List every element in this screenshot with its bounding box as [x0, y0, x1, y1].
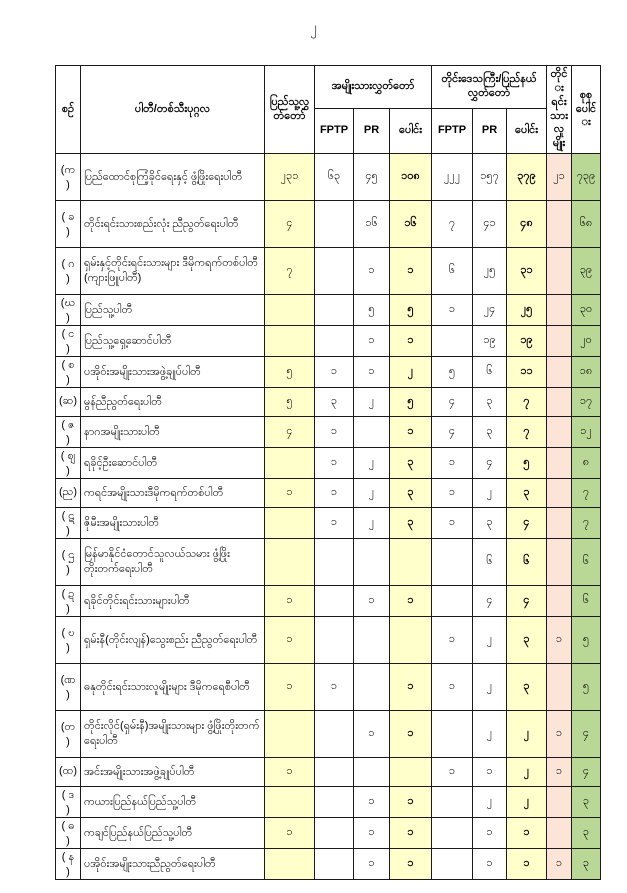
- cell-ethnic-seats: [547, 479, 572, 508]
- cell-ethnic-seats: ၂၁: [547, 154, 572, 201]
- cell-region-subtotal: ၆: [507, 539, 547, 586]
- cell-serial: ( ခ ): [56, 201, 81, 248]
- table-row: [56, 758, 601, 787]
- cell-region-fptp: ၁: [432, 448, 473, 479]
- cell-party-name: ပြည်သူ့ရှေ့ဆောင်ပါတီ: [81, 326, 265, 357]
- cell-region-pr: ၆: [473, 357, 507, 388]
- cell-serial: (ဏ): [56, 664, 81, 711]
- header-serial: စဉ်: [56, 66, 81, 154]
- cell-ethnic-seats: [547, 508, 572, 539]
- cell-region-fptp: ၅: [432, 357, 473, 388]
- cell-region-fptp: ၆: [432, 248, 473, 295]
- cell-serial: (တ): [56, 711, 81, 758]
- cell-serial: ( ဇ ): [56, 417, 81, 448]
- header-pyithu-hluttaw: ပြည်သူ့လွှတ်တော်: [265, 66, 315, 154]
- cell-grand-total: ၃: [572, 787, 601, 818]
- cell-amyotha-fptp: [315, 849, 354, 880]
- cell-grand-total: ၈: [572, 448, 601, 479]
- cell-ethnic-seats: [547, 326, 572, 357]
- cell-amyotha-pr: [354, 539, 390, 586]
- cell-serial: ( စ ): [56, 357, 81, 388]
- cell-region-pr: ၁: [473, 818, 507, 849]
- header-amyotha-subtotal: ပေါင်း: [390, 109, 432, 154]
- cell-ethnic-seats: [547, 201, 572, 248]
- cell-ethnic-seats: [547, 248, 572, 295]
- cell-region-pr: ၂: [473, 664, 507, 711]
- cell-party-name: ကချင်ပြည်နယ်ပြည်သူ့ပါတီ: [81, 818, 265, 849]
- cell-amyotha-subtotal: ၁၀၈: [390, 154, 432, 201]
- cell-ethnic-seats: [547, 388, 572, 417]
- header-grand-total: စုစုပေါင်း: [572, 66, 601, 154]
- cell-amyotha-pr: ၁: [354, 586, 390, 617]
- cell-serial: ( ဍ ): [56, 586, 81, 617]
- table-row: [56, 388, 601, 417]
- cell-ethnic-seats: [547, 448, 572, 479]
- cell-amyotha-fptp: [315, 326, 354, 357]
- cell-amyotha-subtotal: ၁: [390, 417, 432, 448]
- cell-amyotha-pr: ၁: [354, 357, 390, 388]
- cell-amyotha-subtotal: ၅: [390, 388, 432, 417]
- table-row: [56, 248, 601, 295]
- cell-party-name: ရှမ်းနီ(တိုင်းလျန်)သွေးစည်း ညီညွတ်ရေးပါတီ: [81, 617, 265, 664]
- cell-pyithu-seats: ၄: [265, 417, 315, 448]
- cell-grand-total: ၁၇: [572, 388, 601, 417]
- cell-region-subtotal: ၂၅: [507, 295, 547, 326]
- cell-amyotha-subtotal: [390, 617, 432, 664]
- cell-region-pr: ၃: [473, 417, 507, 448]
- cell-serial: (ထ): [56, 758, 81, 787]
- cell-serial: ( ဈ ): [56, 448, 81, 479]
- cell-amyotha-pr: ၁: [354, 787, 390, 818]
- cell-serial: ( ဋ ): [56, 508, 81, 539]
- cell-amyotha-pr: ၁၆: [354, 201, 390, 248]
- cell-grand-total: ၆: [572, 586, 601, 617]
- cell-region-fptp: [432, 849, 473, 880]
- cell-region-pr: ၁: [473, 758, 507, 787]
- cell-pyithu-seats: [265, 711, 315, 758]
- cell-ethnic-seats: [547, 539, 572, 586]
- table-row: [56, 818, 601, 849]
- cell-ethnic-seats: [547, 586, 572, 617]
- cell-pyithu-seats: ၄: [265, 201, 315, 248]
- cell-amyotha-subtotal: ၁: [390, 711, 432, 758]
- cell-region-subtotal: ၁: [507, 818, 547, 849]
- table-row: [56, 617, 601, 664]
- cell-region-pr: ၃: [473, 508, 507, 539]
- table-row: [56, 154, 601, 201]
- cell-party-name: ရှမ်းနှင့်တိုင်းရင်းသားများ ဒီမိုကရက်တစ်ပါတီ (ကျားဖြူပါတီ): [81, 248, 265, 295]
- cell-region-fptp: ၁: [432, 617, 473, 664]
- table-row: [56, 357, 601, 388]
- table-row: [56, 787, 601, 818]
- cell-region-subtotal: ၄: [507, 586, 547, 617]
- cell-party-name: ကယားပြည်နယ်ပြည်သူ့ပါတီ: [81, 787, 265, 818]
- table-row: [56, 508, 601, 539]
- table-header: [56, 66, 601, 154]
- cell-ethnic-seats: [547, 818, 572, 849]
- table-row: [56, 479, 601, 508]
- cell-amyotha-pr: ၄၅: [354, 154, 390, 201]
- header-region-fptp: FPTP: [432, 109, 473, 154]
- cell-region-subtotal: ၃: [507, 479, 547, 508]
- cell-amyotha-fptp: [315, 711, 354, 758]
- cell-region-pr: ၄: [473, 448, 507, 479]
- cell-region-subtotal: ၇: [507, 388, 547, 417]
- cell-party-name: ပအိုဝ်းအမျိုးသားညီညွတ်ရေးပါတီ: [81, 849, 265, 880]
- cell-party-name: တိုင်းလိုင်(ရှမ်းနီ)အမျိုးသားများ ဖွံ့ဖြိုးတိုးတက်ရေးပါတီ: [81, 711, 265, 758]
- header-party: ပါတီ/တစ်သီးပုဂ္ဂလ: [81, 66, 265, 154]
- cell-pyithu-seats: ၇: [265, 248, 315, 295]
- cell-amyotha-pr: [354, 758, 390, 787]
- cell-grand-total: ၃: [572, 818, 601, 849]
- cell-amyotha-pr: [354, 664, 390, 711]
- cell-amyotha-pr: ၂: [354, 388, 390, 417]
- cell-serial: ( ဎ ): [56, 617, 81, 664]
- cell-amyotha-subtotal: ၁: [390, 787, 432, 818]
- cell-pyithu-seats: ၁: [265, 664, 315, 711]
- cell-region-fptp: [432, 539, 473, 586]
- cell-region-pr: ၂၄: [473, 295, 507, 326]
- cell-amyotha-subtotal: ၁: [390, 664, 432, 711]
- cell-pyithu-seats: ၅: [265, 357, 315, 388]
- cell-serial: (ဆ): [56, 388, 81, 417]
- cell-ethnic-seats: [547, 664, 572, 711]
- cell-grand-total: ၆: [572, 539, 601, 586]
- cell-grand-total: ၂၀: [572, 326, 601, 357]
- cell-amyotha-subtotal: ၁: [390, 326, 432, 357]
- cell-region-subtotal: ၃၁: [507, 248, 547, 295]
- cell-region-fptp: [432, 787, 473, 818]
- cell-grand-total: ၇၃၉: [572, 154, 601, 201]
- cell-region-fptp: ၁: [432, 758, 473, 787]
- cell-amyotha-fptp: [315, 201, 354, 248]
- cell-region-subtotal: ၄: [507, 508, 547, 539]
- cell-serial: (ည): [56, 479, 81, 508]
- cell-amyotha-pr: ၁: [354, 818, 390, 849]
- cell-amyotha-subtotal: [390, 539, 432, 586]
- cell-ethnic-seats: ၁: [547, 758, 572, 787]
- cell-party-name: တိုင်းရင်းသားစည်းလုံး ညီညွတ်ရေးပါတီ: [81, 201, 265, 248]
- cell-region-fptp: ၄: [432, 417, 473, 448]
- cell-region-subtotal: ၄၈: [507, 201, 547, 248]
- cell-pyithu-seats: [265, 849, 315, 880]
- cell-ethnic-seats: ၁: [547, 849, 572, 880]
- cell-party-name: ရခိုင်တိုင်းရင်းသားများပါတီ: [81, 586, 265, 617]
- cell-amyotha-fptp: [315, 539, 354, 586]
- cell-region-pr: ၂: [473, 479, 507, 508]
- cell-amyotha-fptp: [315, 586, 354, 617]
- cell-region-subtotal: ၂: [507, 787, 547, 818]
- cell-region-pr: ၃: [473, 388, 507, 417]
- table-row: [56, 448, 601, 479]
- cell-region-pr: ၂၅: [473, 248, 507, 295]
- cell-pyithu-seats: ၁: [265, 617, 315, 664]
- cell-amyotha-fptp: [315, 787, 354, 818]
- header-ethnic-affairs: တိုင်းရင်းသားလူမျိုး: [547, 66, 572, 154]
- cell-region-fptp: ၂၂၂: [432, 154, 473, 201]
- cell-region-pr: ၂: [473, 787, 507, 818]
- cell-grand-total: ၃၀: [572, 295, 601, 326]
- cell-amyotha-pr: ၁: [354, 326, 390, 357]
- cell-party-name: မွန်ညီညွတ်ရေးပါတီ: [81, 388, 265, 417]
- cell-pyithu-seats: [265, 448, 315, 479]
- cell-region-fptp: [432, 586, 473, 617]
- cell-grand-total: ၁၈: [572, 357, 601, 388]
- cell-party-name: ပြည်ထောင်စုကြံ့ခိုင်ရေးနှင့် ဖွံ့ဖြိုးရေးပါတီ: [81, 154, 265, 201]
- cell-amyotha-fptp: ၁: [315, 448, 354, 479]
- header-region-pr: PR: [473, 109, 507, 154]
- cell-pyithu-seats: ၁: [265, 586, 315, 617]
- cell-grand-total: ၇: [572, 508, 601, 539]
- cell-amyotha-fptp: ၁: [315, 479, 354, 508]
- cell-party-name: ရခိုင့်ဦးဆောင်ပါတီ: [81, 448, 265, 479]
- cell-region-subtotal: ၂: [507, 711, 547, 758]
- cell-grand-total: ၃၉: [572, 248, 601, 295]
- cell-grand-total: ၃: [572, 849, 601, 880]
- cell-grand-total: ၄: [572, 711, 601, 758]
- cell-ethnic-seats: [547, 787, 572, 818]
- cell-amyotha-subtotal: ၃: [390, 448, 432, 479]
- cell-amyotha-subtotal: ၅: [390, 295, 432, 326]
- header-region-state-hluttaw-group: တိုင်းဒေသကြီး/ပြည်နယ်လွှတ်တော်: [432, 66, 547, 109]
- cell-serial: ( င ): [56, 326, 81, 357]
- cell-ethnic-seats: ၁: [547, 617, 572, 664]
- cell-amyotha-pr: ၁: [354, 711, 390, 758]
- cell-party-name: အင်းအမျိုးသားအဖွဲ့ချုပ်ပါတီ: [81, 758, 265, 787]
- cell-region-fptp: ၁: [432, 508, 473, 539]
- election-results-table: [55, 65, 601, 880]
- cell-region-pr: ၂: [473, 711, 507, 758]
- cell-ethnic-seats: [547, 295, 572, 326]
- cell-amyotha-pr: ၂: [354, 448, 390, 479]
- table-row: [56, 295, 601, 326]
- cell-grand-total: ၆၈: [572, 201, 601, 248]
- cell-pyithu-seats: [265, 787, 315, 818]
- cell-region-subtotal: ၁၁: [507, 357, 547, 388]
- cell-ethnic-seats: [547, 357, 572, 388]
- table-row: [56, 711, 601, 758]
- cell-ethnic-seats: ၁: [547, 711, 572, 758]
- cell-grand-total: ၁၂: [572, 417, 601, 448]
- cell-amyotha-subtotal: ၃: [390, 479, 432, 508]
- cell-region-subtotal: ၅: [507, 448, 547, 479]
- cell-serial: (ဃ): [56, 295, 81, 326]
- cell-region-subtotal: ၃: [507, 664, 547, 711]
- cell-serial: ( ဒ ): [56, 787, 81, 818]
- cell-party-name: ပြည်သူ့ပါတီ: [81, 295, 265, 326]
- cell-amyotha-pr: ၁: [354, 849, 390, 880]
- cell-region-fptp: ၁: [432, 479, 473, 508]
- cell-pyithu-seats: ၂၃၁: [265, 154, 315, 201]
- header-region-subtotal: ပေါင်း: [507, 109, 547, 154]
- cell-pyithu-seats: [265, 539, 315, 586]
- cell-amyotha-pr: [354, 617, 390, 664]
- cell-region-subtotal: ၁၉: [507, 326, 547, 357]
- header-amyotha-hluttaw-group: အမျိုးသားလွှတ်တော်: [315, 66, 432, 109]
- cell-amyotha-subtotal: ၂: [390, 357, 432, 388]
- cell-pyithu-seats: ၅: [265, 388, 315, 417]
- cell-pyithu-seats: ၁: [265, 818, 315, 849]
- cell-region-subtotal: ၃၇၉: [507, 154, 547, 201]
- cell-serial: ( န ): [56, 849, 81, 880]
- cell-region-subtotal: ၁: [507, 849, 547, 880]
- cell-region-pr: ၆: [473, 539, 507, 586]
- cell-pyithu-seats: [265, 508, 315, 539]
- table-body: [56, 154, 601, 880]
- cell-region-fptp: [432, 818, 473, 849]
- cell-amyotha-pr: ၂: [354, 479, 390, 508]
- cell-party-name: မြန်မာနိုင်ငံတောင်သူလယ်သမား ဖွံ့ဖြိုးတိုးတက်ရေးပါတီ: [81, 539, 265, 586]
- cell-amyotha-fptp: [315, 818, 354, 849]
- cell-region-subtotal: ၃: [507, 617, 547, 664]
- cell-serial: ( ဌ ): [56, 539, 81, 586]
- table-row: [56, 201, 601, 248]
- page-number: ၂: [310, 19, 317, 35]
- cell-party-name: ကရင်အမျိုးသားဒီမိုကရက်တစ်ပါတီ: [81, 479, 265, 508]
- cell-amyotha-pr: ၅: [354, 295, 390, 326]
- table-row: [56, 586, 601, 617]
- cell-amyotha-subtotal: ၁: [390, 849, 432, 880]
- cell-pyithu-seats: [265, 295, 315, 326]
- cell-amyotha-pr: ၁: [354, 248, 390, 295]
- cell-region-fptp: [432, 326, 473, 357]
- table-row: [56, 664, 601, 711]
- cell-serial: ( ဓ ): [56, 818, 81, 849]
- cell-grand-total: ၇: [572, 479, 601, 508]
- cell-region-fptp: ၁: [432, 664, 473, 711]
- cell-region-pr: ၁၅၇: [473, 154, 507, 201]
- cell-grand-total: ၅: [572, 617, 601, 664]
- table-row: [56, 539, 601, 586]
- cell-amyotha-fptp: ၁: [315, 357, 354, 388]
- cell-amyotha-subtotal: ၁၆: [390, 201, 432, 248]
- cell-serial: ( ဂ ): [56, 248, 81, 295]
- cell-pyithu-seats: ၁: [265, 479, 315, 508]
- header-amyotha-pr: PR: [354, 109, 390, 154]
- cell-region-pr: ၄၁: [473, 201, 507, 248]
- cell-region-fptp: [432, 711, 473, 758]
- table-row: [56, 417, 601, 448]
- cell-grand-total: ၅: [572, 664, 601, 711]
- cell-pyithu-seats: [265, 326, 315, 357]
- cell-amyotha-subtotal: ၃: [390, 508, 432, 539]
- cell-amyotha-fptp: [315, 295, 354, 326]
- cell-party-name: ဇိုမီးအမျိုးသားပါတီ: [81, 508, 265, 539]
- table-row: [56, 326, 601, 357]
- cell-ethnic-seats: [547, 417, 572, 448]
- cell-serial: (က): [56, 154, 81, 201]
- cell-region-subtotal: ၇: [507, 417, 547, 448]
- cell-region-fptp: ၄: [432, 388, 473, 417]
- cell-pyithu-seats: ၁: [265, 758, 315, 787]
- cell-region-pr: ၁၉: [473, 326, 507, 357]
- cell-party-name: နာဂအမျိုးသားပါတီ: [81, 417, 265, 448]
- cell-region-subtotal: ၂: [507, 758, 547, 787]
- cell-region-pr: ၂: [473, 617, 507, 664]
- cell-amyotha-fptp: ၆၃: [315, 154, 354, 201]
- cell-amyotha-subtotal: ၁: [390, 248, 432, 295]
- header-amyotha-fptp: FPTP: [315, 109, 354, 154]
- cell-region-pr: ၁: [473, 849, 507, 880]
- cell-amyotha-fptp: ၁: [315, 417, 354, 448]
- cell-region-fptp: ၁: [432, 295, 473, 326]
- cell-party-name: ပအိုဝ်းအမျိုးသားအဖွဲ့ချုပ်ပါတီ: [81, 357, 265, 388]
- cell-amyotha-subtotal: ၁: [390, 586, 432, 617]
- cell-region-fptp: ၇: [432, 201, 473, 248]
- cell-amyotha-subtotal: ၁: [390, 818, 432, 849]
- cell-amyotha-fptp: ၃: [315, 388, 354, 417]
- table-row: [56, 849, 601, 880]
- cell-amyotha-pr: ၂: [354, 508, 390, 539]
- cell-party-name: ဓနုတိုင်းရင်းသားလူမျိုးများ ဒီမိုကရေစီပါတီ: [81, 664, 265, 711]
- cell-amyotha-pr: [354, 417, 390, 448]
- cell-amyotha-fptp: [315, 617, 354, 664]
- cell-amyotha-fptp: [315, 248, 354, 295]
- cell-amyotha-fptp: [315, 758, 354, 787]
- cell-grand-total: ၄: [572, 758, 601, 787]
- cell-amyotha-fptp: ၁: [315, 664, 354, 711]
- cell-amyotha-fptp: ၁: [315, 508, 354, 539]
- cell-region-pr: ၄: [473, 586, 507, 617]
- cell-amyotha-subtotal: [390, 758, 432, 787]
